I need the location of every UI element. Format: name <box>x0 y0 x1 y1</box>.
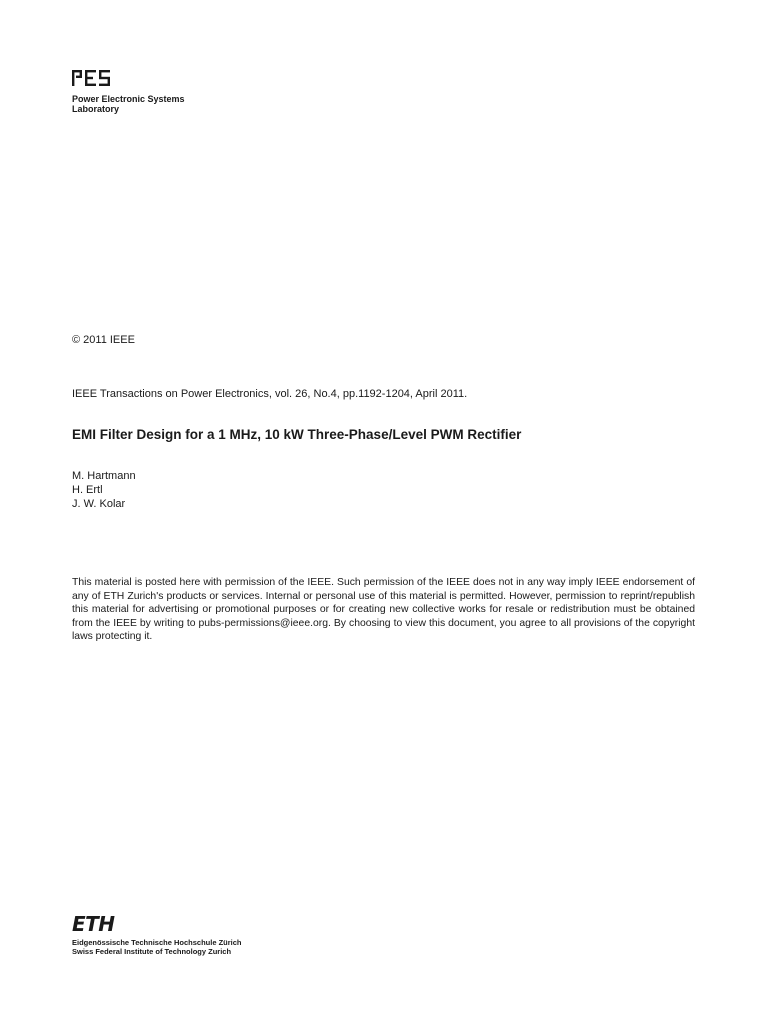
eth-name-english: Swiss Federal Institute of Technology Zurich <box>72 947 232 956</box>
copyright-notice: © 2011 IEEE <box>72 334 135 346</box>
eth-institution <box>72 938 242 956</box>
journal-citation: IEEE Transactions on Power Electronics, vol. 26, No.4, pp.1192-1204, April 2011. <box>72 388 468 400</box>
author-list <box>72 469 136 511</box>
pes-logo-icon <box>72 70 110 86</box>
author-name: M. Hartmann <box>72 470 136 482</box>
lab-name <box>72 94 185 114</box>
lab-name-line2: Laboratory <box>72 104 120 114</box>
permission-notice: This material is posted here with permission of the IEEE. Such permission of the IEEE does not in any way imply IEEE endorsement of any of ETH Zurich's products or services. Internal or personal use of this material is permitted. However, permission to reprint/republish this material for advertising or promotional purposes or for creating new collective works for resale or redistribution must be obtained from the IEEE by writing to pubs-permissions@ieee.org. By choosing to view this document, you agree to all provisions of the copyright laws protecting it. <box>72 577 695 643</box>
paper-title: EMI Filter Design for a 1 MHz, 10 kW Three-Phase/Level PWM Rectifier <box>72 427 522 442</box>
eth-logo: ETH <box>72 912 115 936</box>
eth-name-german: Eidgenössische Technische Hochschule Zürich <box>72 938 242 947</box>
lab-name-line1: Power Electronic Systems <box>72 94 185 104</box>
author-name: H. Ertl <box>72 484 103 496</box>
author-name: J. W. Kolar <box>72 498 126 510</box>
